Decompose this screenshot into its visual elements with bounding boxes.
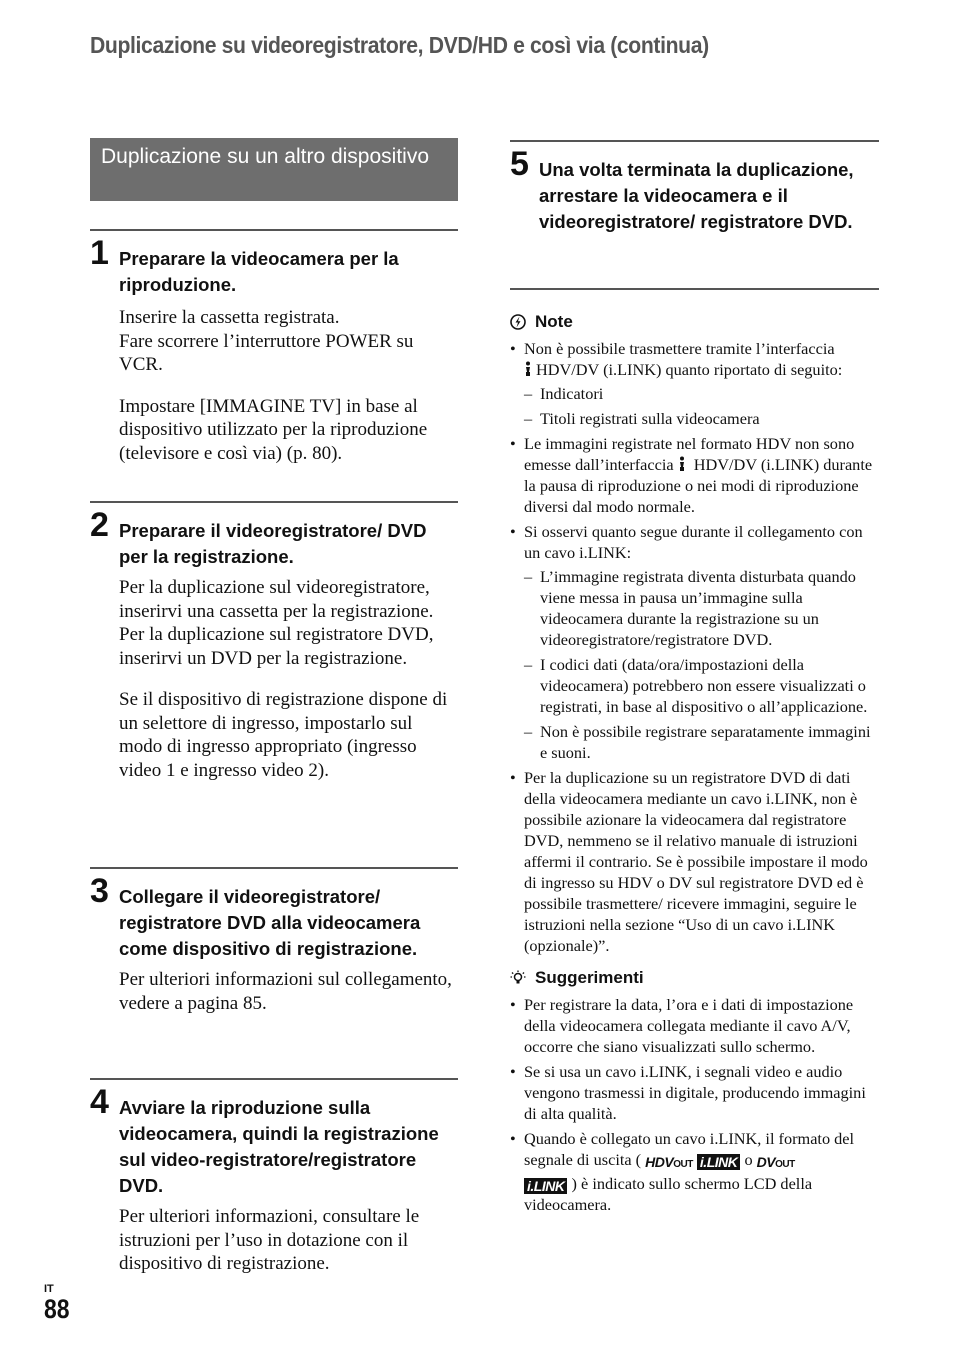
left-column — [90, 138, 458, 1276]
sub-list-item: – Non è possibile registrare separatamente immagini e suoni. — [524, 721, 879, 763]
sub-list-item: – L’immagine registrata diventa disturbata quando viene messa in pausa un’immagine sulla videocamera durante la registrazione su un videoregistratore/registratore DVD. — [524, 566, 879, 650]
step-4 — [90, 1078, 458, 1276]
step-5 — [510, 140, 879, 290]
dv-out-logo: DVOUT — [756, 1154, 795, 1170]
step-heading: Avviare la riproduzione sulla videocamera, quindi la registrazione sul video-registratore/registratore DVD. — [119, 1097, 439, 1196]
right-column — [510, 140, 879, 1219]
step-paragraph: Inserire la cassetta registrata. Fare scorrere l’interruttore POWER su VCR. — [119, 307, 414, 375]
notes-list — [510, 338, 879, 956]
tips-title — [510, 966, 879, 990]
step-2 — [90, 501, 458, 867]
note-icon — [510, 314, 526, 330]
step-paragraph: Per ulteriori informazioni, consultare le istruzioni per l’uso in dotazione con il dispositivo di registrazione. — [119, 1206, 420, 1274]
list-item: • Si osservi quanto segue durante il collegamento con un cavo i.LINK: – L’immagine registrata diventa disturbata quando viene messa in pausa un’immagine sulla videocamera durante la registrazione su un videoregistratore/registratore DVD. – I codici dati (data/ora/impostazioni della videocamera) potrebbero non essere visualizzati o registrati, in base al dispositivo o all’applicazione. – Non è possibile registrare separatamente immagini e suoni. — [510, 521, 879, 763]
sub-list-item: – Titoli registrati sulla videocamera — [524, 408, 879, 429]
ilink-icon — [678, 456, 686, 472]
step-number: 3 — [90, 872, 109, 910]
step-paragraph: Per ulteriori informazioni sul collegamento, vedere a pagina 85. — [119, 969, 452, 1014]
ilink-logo: i.LINK — [524, 1178, 567, 1194]
step-number: 5 — [510, 145, 529, 183]
tips-list — [510, 994, 879, 1215]
step-heading: Preparare la videocamera per la riproduzione. — [119, 248, 399, 295]
section-title: Duplicazione su un altro dispositivo — [90, 138, 458, 201]
list-item: • Le immagini registrate nel formato HDV non sono emesse dall’interfaccia HDV/DV (i.LINK) durante la pausa di riproduzione o nei modi di riproduzione diversi dal modo normale. — [510, 433, 879, 517]
ilink-icon — [524, 361, 532, 377]
step-heading: Collegare il videoregistratore/ registratore DVD alla videocamera come dispositivo di registrazione. — [119, 886, 421, 959]
page-title: Duplicazione su videoregistratore, DVD/HD e così via (continua) — [90, 32, 709, 58]
step-heading: Preparare il videoregistratore/ DVD per la registrazione. — [119, 520, 427, 567]
ilink-logo: i.LINK — [697, 1154, 740, 1170]
list-item: • Quando è collegato un cavo i.LINK, il formato del segnale di uscita ( HDVOUT i.LINK o DVOUT i.LINK ) è indicato sullo schermo LCD della videocamera. — [510, 1128, 879, 1215]
list-item: • Per la duplicazione su un registratore DVD di dati della videocamera mediante un cavo i.LINK, non è possibile azionare la videocamera dal registratore DVD, nemmeno se il relativo manuale di istruzioni affermi il contrario. Se è possibile impostare il modo di ingresso su HDV o DV sul registratore DVD ed è possibile trasmettere/ ricevere immagini, seguire le istruzioni nella sezione “Uso di un cavo i.LINK (opzionale)”. — [510, 767, 879, 956]
hdv-out-logo: HDVOUT — [645, 1154, 693, 1170]
sub-list-item: – Indicatori — [524, 383, 879, 404]
step-heading: Una volta terminata la duplicazione, arrestare la videocamera e il videoregistratore/ registratore DVD. — [539, 159, 854, 232]
step-3 — [90, 867, 458, 1078]
notes-title — [510, 310, 879, 334]
page-number: 88 — [44, 1294, 70, 1324]
sub-list-item: – I codici dati (data/ora/impostazioni della videocamera) potrebbero non essere visualizzati o registrati, in base al dispositivo o all’applicazione. — [524, 654, 879, 717]
tips-title-text: Suggerimenti — [535, 968, 644, 987]
step-number: 2 — [90, 506, 109, 544]
step-1 — [90, 229, 458, 501]
lightbulb-icon — [510, 970, 526, 986]
step-paragraph: Per la duplicazione sul videoregistratore, inserirvi una cassetta per la registrazione. Per la duplicazione sul registratore DVD, inserirvi un DVD per la registrazione. — [119, 577, 434, 669]
list-item: • Se si usa un cavo i.LINK, i segnali video e audio vengono trasmessi in digitale, producendo immagini di alta qualità. — [510, 1061, 879, 1124]
step-number: 4 — [90, 1083, 109, 1121]
step-number: 1 — [90, 234, 109, 272]
list-item: • Non è possibile trasmettere tramite l’interfaccia HDV/DV (i.LINK) quanto riportato di seguito: – Indicatori – Titoli registrati sulla videocamera — [510, 338, 879, 429]
language-code: IT — [44, 1283, 54, 1295]
step-paragraph: Se il dispositivo di registrazione dispone di un selettore di ingresso, impostarlo sul modo di ingresso appropriato (ingresso video 1 e ingresso video 2). — [119, 689, 448, 781]
list-item: • Per registrare la data, l’ora e i dati di impostazione della videocamera collegata mediante il cavo A/V, occorre che siano visualizzati sullo schermo. — [510, 994, 879, 1057]
step-paragraph: Impostare [IMMAGINE TV] in base al dispositivo utilizzato per la riproduzione (televisore e così via) (p. 80). — [119, 395, 428, 464]
notes-title-text: Note — [535, 312, 573, 331]
